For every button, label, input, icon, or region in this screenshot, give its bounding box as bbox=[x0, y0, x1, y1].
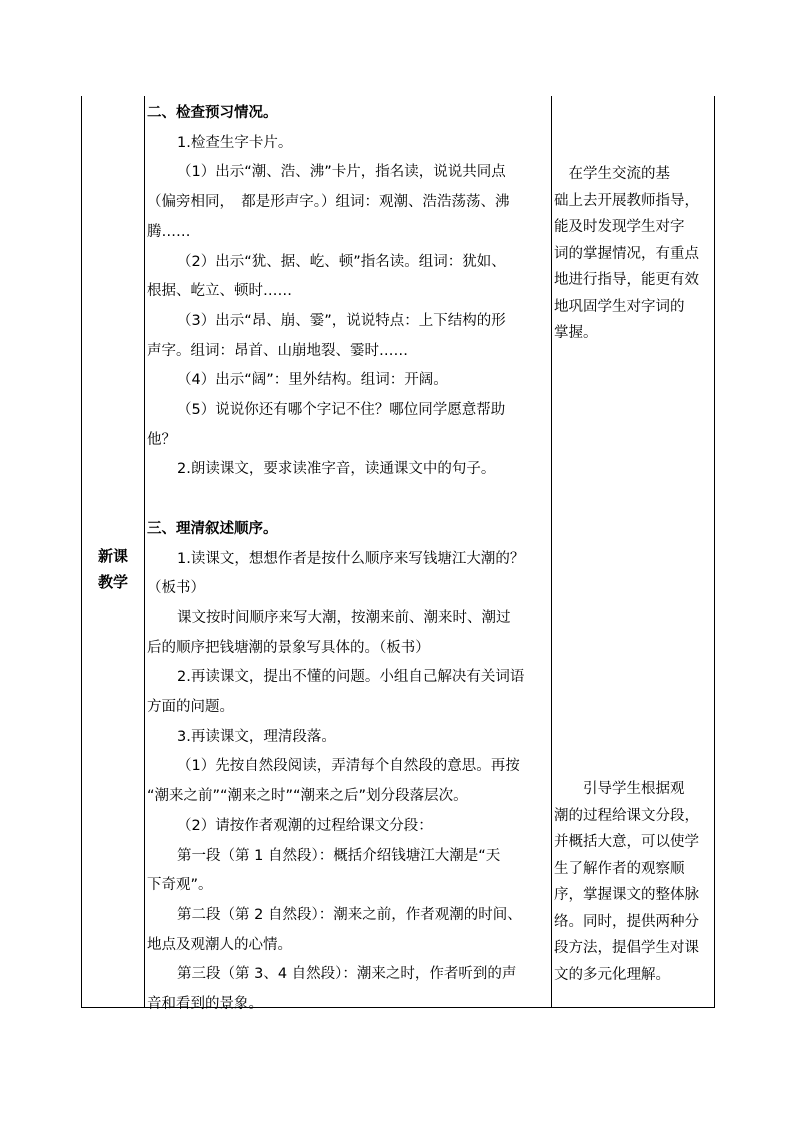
content-line: 腾…… bbox=[147, 223, 191, 240]
note-line: 并概括大意，可以使学 bbox=[554, 834, 699, 850]
content-line: （1）出示“潮、浩、沸”卡片，指名读，说说共同点 bbox=[177, 164, 506, 181]
content-line: 2.朗读课文，要求读准字音，读通课文中的句子。 bbox=[177, 461, 496, 478]
section-label-line-1: 新课 bbox=[97, 547, 128, 565]
note-line: 文的多元化理解。 bbox=[554, 966, 670, 983]
table-col-divider-2 bbox=[551, 96, 552, 1008]
note-line: 础上去开展教师指导， bbox=[554, 192, 699, 209]
content-line: 后的顺序把钱塘潮的景象写具体的。（板书） bbox=[147, 639, 430, 656]
section-heading: 二、检查预习情况。 bbox=[147, 105, 278, 121]
note-line: 生了解作者的观察顺 bbox=[554, 860, 685, 877]
table-right-border bbox=[714, 96, 715, 1008]
teaching-note-1 bbox=[554, 161, 714, 347]
section-label bbox=[84, 543, 142, 595]
content-line: 3.再读课文，理清段落。 bbox=[177, 728, 336, 745]
note-line: 潮的过程给课文分段， bbox=[554, 807, 699, 824]
content-line: 方面的问题。 bbox=[147, 699, 234, 715]
section-label-line-2: 教学 bbox=[97, 573, 128, 591]
content-line: 音和看到的景象。 bbox=[147, 996, 263, 1012]
content-line: 声字。组词：昂首、山崩地裂、霎时…… bbox=[147, 342, 408, 359]
note-line: 掌握。 bbox=[554, 325, 598, 341]
content-line: “潮来之前”“潮来之时”“潮来之后”划分段落层次。 bbox=[147, 788, 468, 805]
content-line: （4）出示“阔”：里外结构。组词：开阔。 bbox=[177, 372, 448, 389]
note-line: 序，掌握课文的整体脉 bbox=[554, 887, 699, 903]
note-line: 引导学生根据观 bbox=[554, 781, 685, 797]
content-line: 根据、屹立、顿时…… bbox=[147, 283, 292, 300]
content-line: 1.读课文，想想作者是按什么顺序来写钱塘江大潮的？ bbox=[177, 550, 525, 567]
content-line: （5）说说你还有哪个字记不住？哪位同学愿意帮助 bbox=[177, 402, 506, 418]
section-heading: 三、理清叙述顺序。 bbox=[147, 520, 278, 537]
note-line: 地巩固学生对字词的 bbox=[554, 298, 685, 315]
content-line: （1）先按自然段阅读，弄清每个自然段的意思。再按 bbox=[177, 758, 520, 775]
note-line: 段方法，提倡学生对课 bbox=[554, 940, 699, 956]
content-line: （偏旁相同， 都是形声字。）组词：观潮、浩浩荡荡、沸 bbox=[147, 194, 510, 211]
note-line: 地进行指导，能更有效 bbox=[554, 272, 699, 288]
content-line: 1.检查生字卡片。 bbox=[177, 134, 293, 151]
note-line: 能及时发现学生对字 bbox=[554, 219, 685, 235]
content-line: （3）出示“昂、崩、霎”，说说特点：上下结构的形 bbox=[177, 312, 506, 329]
content-line: 2.再读课文，提出不懂的问题。小组自己解决有关词语 bbox=[177, 669, 525, 686]
note-line: 络。同时，提供两种分 bbox=[554, 913, 699, 930]
table-col-divider-1 bbox=[144, 96, 145, 1008]
content-line: 他？ bbox=[147, 431, 176, 448]
content-line: 第三段（第 3、4 自然段）：潮来之时，作者听到的声 bbox=[177, 966, 517, 983]
content-line: 第一段（第 1 自然段）：概括介绍钱塘江大潮是“天 bbox=[177, 847, 501, 864]
note-line: 词的掌握情况，有重点 bbox=[554, 245, 699, 262]
note-line: 在学生交流的基 bbox=[554, 166, 670, 182]
content-line: （板书） bbox=[147, 580, 205, 597]
teaching-note-2 bbox=[554, 776, 714, 988]
content-line: 第二段（第 2 自然段）：潮来之前，作者观潮的时间、 bbox=[177, 906, 522, 923]
table-left-border bbox=[81, 96, 82, 1008]
content-line: （2）出示“犹、据、屹、顿”指名读。组词：犹如、 bbox=[177, 253, 506, 270]
content-line: 课文按时间顺序来写大潮，按潮来前、潮来时、潮过 bbox=[177, 609, 511, 626]
content-line: 地点及观潮人的心情。 bbox=[147, 936, 292, 953]
content-line: 下奇观”。 bbox=[147, 877, 213, 894]
content-line: （2）请按作者观潮的过程给课文分段： bbox=[177, 817, 433, 834]
